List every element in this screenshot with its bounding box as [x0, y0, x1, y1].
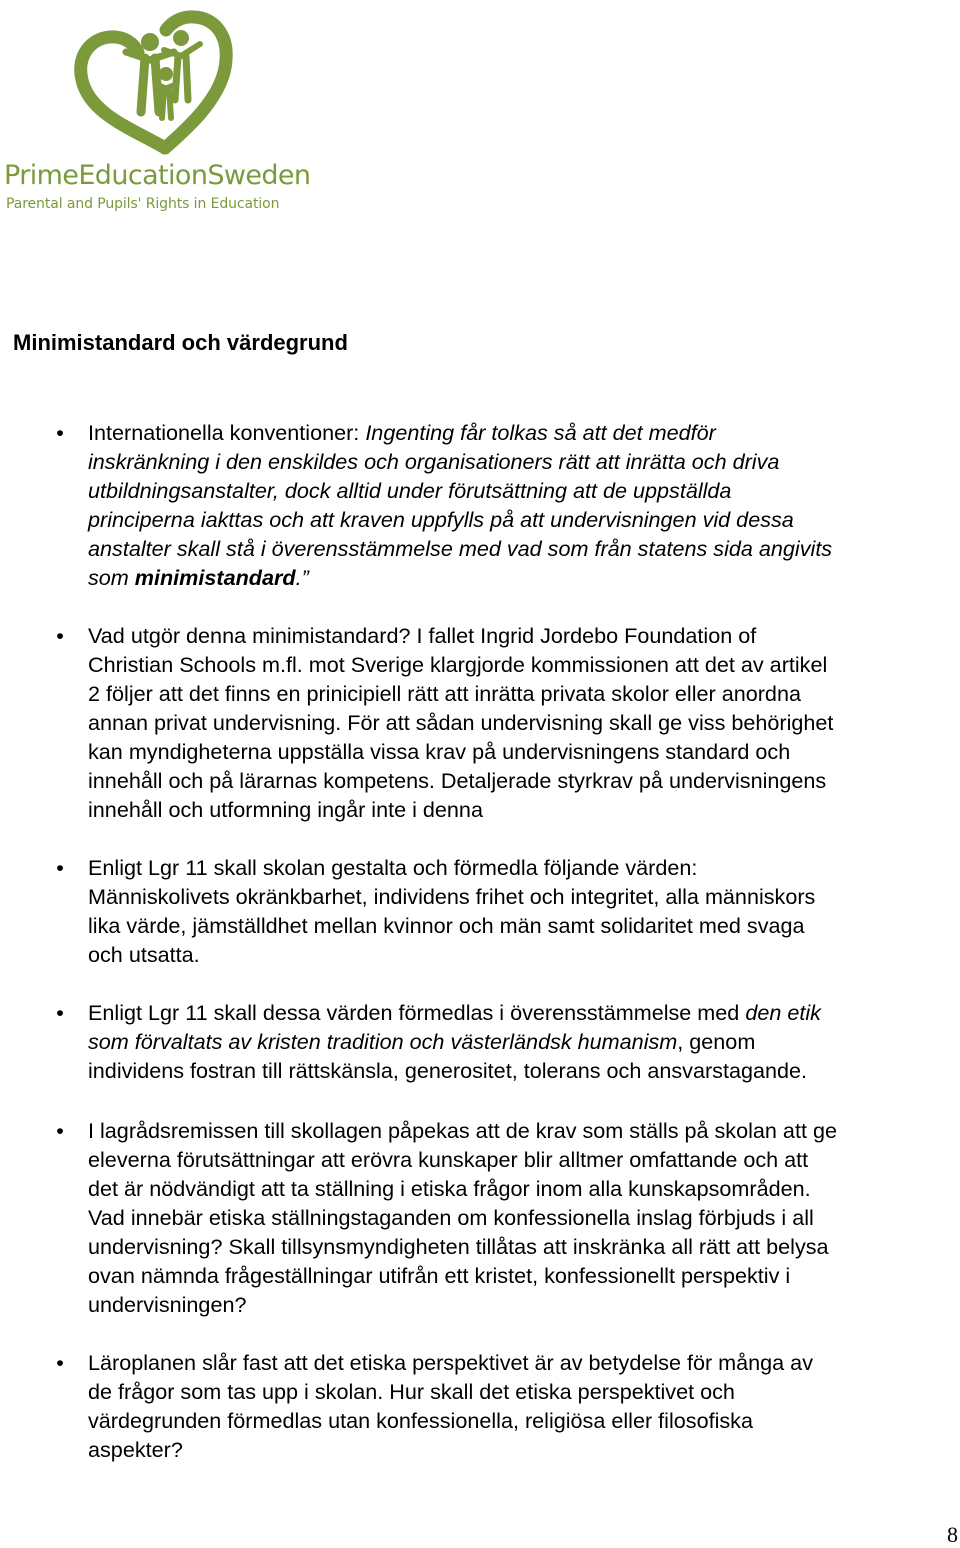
- paragraph-line: [88, 1056, 960, 1085]
- list-item: [56, 418, 960, 592]
- text-run: ovan nämnda frågeställningar utifrån ett kristet, konfessionellt perspektiv i: [88, 1263, 791, 1288]
- paragraph-line: [88, 737, 960, 766]
- paragraph-line: [88, 1116, 960, 1145]
- text-run: aspekter?: [88, 1437, 183, 1462]
- text-run: principerna iakttas och att kraven uppfylls på att undervisningen vid dessa: [88, 507, 794, 532]
- text-run: som: [88, 565, 135, 590]
- paragraph-line: [88, 447, 960, 476]
- text-run: de frågor som tas upp i skolan. Hur skall det etiska perspektivet och: [88, 1379, 735, 1404]
- logo-wordmark: PrimeEducationSweden: [4, 160, 311, 191]
- paragraph-line: [88, 650, 960, 679]
- text-run: , genom: [677, 1029, 756, 1054]
- bullet-icon: •: [56, 1000, 64, 1025]
- logo-tagline: Parental and Pupils' Rights in Education: [6, 196, 280, 212]
- paragraph-line: [88, 563, 960, 592]
- text-run: Christian Schools m.fl. mot Sverige klargjorde kommissionen att det av artikel: [88, 652, 828, 677]
- text-run: annan privat undervisning. För att sådan undervisning skall ge viss behörighet: [88, 710, 834, 735]
- paragraph-line: [88, 1174, 960, 1203]
- list-item: [56, 621, 960, 824]
- paragraph-line: [88, 1377, 960, 1406]
- text-run: undervisningen?: [88, 1292, 247, 1317]
- bullet-icon: •: [56, 855, 64, 880]
- paragraph-line: [88, 882, 960, 911]
- text-run: kan myndigheterna uppställa vissa krav på undervisningens standard och: [88, 739, 791, 764]
- paragraph-line: [88, 1203, 960, 1232]
- bullet-icon: •: [56, 1350, 64, 1375]
- text-run: det är nödvändigt att ta ställning i etiska frågor inom alla kunskapsområden.: [88, 1176, 811, 1201]
- text-run: 2 följer att det finns en prinicipiell rätt att inrätta privata skolor eller anordna: [88, 681, 801, 706]
- list-item: [56, 853, 960, 969]
- text-run: Människolivets okränkbarhet, individens frihet och integritet, alla människors: [88, 884, 816, 909]
- text-run: .”: [295, 565, 309, 590]
- text-run: eleverna förutsättningar att erövra kunskaper blir alltmer omfattande och att: [88, 1147, 809, 1172]
- heart-family-logo-icon: [0, 0, 310, 165]
- paragraph-line: [88, 1348, 960, 1377]
- paragraph-line: [88, 998, 960, 1027]
- bullet-icon: •: [56, 420, 64, 445]
- paragraph-line: [88, 853, 960, 882]
- text-run: och utsatta.: [88, 942, 200, 967]
- text-run: lika värde, jämställdhet mellan kvinnor och män samt solidaritet med svaga: [88, 913, 805, 938]
- bullet-icon: •: [56, 623, 64, 648]
- text-run: I lagrådsremissen till skollagen påpekas att de krav som ställs på skolan att ge: [88, 1118, 837, 1143]
- paragraph-line: [88, 708, 960, 737]
- text-run: innehåll och utformning ingår inte i denna: [88, 797, 483, 822]
- text-run: Vad innebär etiska ställningstaganden om konfessionella inslag förbjuds i all: [88, 1205, 814, 1230]
- text-run: Läroplanen slår fast att det etiska perspektivet är av betydelse för många av: [88, 1350, 813, 1375]
- bullet-icon: •: [56, 1118, 64, 1143]
- list-item: [56, 1116, 960, 1319]
- paragraph-line: [88, 621, 960, 650]
- paragraph-line: [88, 418, 960, 447]
- text-run: utbildningsanstalter, dock alltid under förutsättning att de uppställda: [88, 478, 732, 503]
- paragraph-line: [88, 1261, 960, 1290]
- text-run: Internationella konventioner:: [88, 420, 366, 445]
- paragraph-line: [88, 534, 960, 563]
- paragraph-line: [88, 1027, 960, 1056]
- paragraph-line: [88, 911, 960, 940]
- paragraph-line: [88, 795, 960, 824]
- text-run: som förvaltats av kristen tradition och västerländsk humanism: [88, 1029, 678, 1054]
- text-run: Ingenting får tolkas så att det medför: [365, 420, 716, 445]
- list-item: [56, 998, 960, 1085]
- paragraph-line: [88, 476, 960, 505]
- paragraph-line: [88, 505, 960, 534]
- paragraph-line: [88, 679, 960, 708]
- text-run: individens fostran till rättskänsla, generositet, tolerans och ansvarstagande.: [88, 1058, 807, 1083]
- list-item: [56, 1348, 960, 1464]
- text-run: minimistandard: [134, 565, 296, 590]
- text-run: den etik: [745, 1000, 821, 1025]
- paragraph-line: [88, 766, 960, 795]
- paragraph-line: [88, 940, 960, 969]
- paragraph-line: [88, 1406, 960, 1435]
- text-run: Enligt Lgr 11 skall skolan gestalta och förmedla följande värden:: [88, 855, 698, 880]
- paragraph-line: [88, 1145, 960, 1174]
- logo: [0, 0, 310, 220]
- text-run: anstalter skall stå i överensstämmelse med vad som från statens sida angivits: [88, 536, 833, 561]
- text-run: Enligt Lgr 11 skall dessa värden förmedlas i överensstämmelse med: [88, 1000, 746, 1025]
- paragraph-line: [88, 1290, 960, 1319]
- page-title: Minimistandard och värdegrund: [13, 330, 348, 355]
- text-run: undervisning? Skall tillsynsmyndigheten tillåtas att inskränka all rätt att belysa: [88, 1234, 829, 1259]
- text-run: Vad utgör denna minimistandard? I fallet Ingrid Jordebo Foundation of: [88, 623, 757, 648]
- page-number: 8: [947, 1522, 958, 1547]
- paragraph-line: [88, 1435, 960, 1464]
- text-run: värdegrunden förmedlas utan konfessionella, religiösa eller filosofiska: [88, 1408, 753, 1433]
- text-run: innehåll och på lärarnas kompetens. Detaljerade styrkrav på undervisningens: [88, 768, 827, 793]
- text-run: inskränkning i den enskildes och organisationers rätt att inrätta och driva: [88, 449, 780, 474]
- paragraph-line: [88, 1232, 960, 1261]
